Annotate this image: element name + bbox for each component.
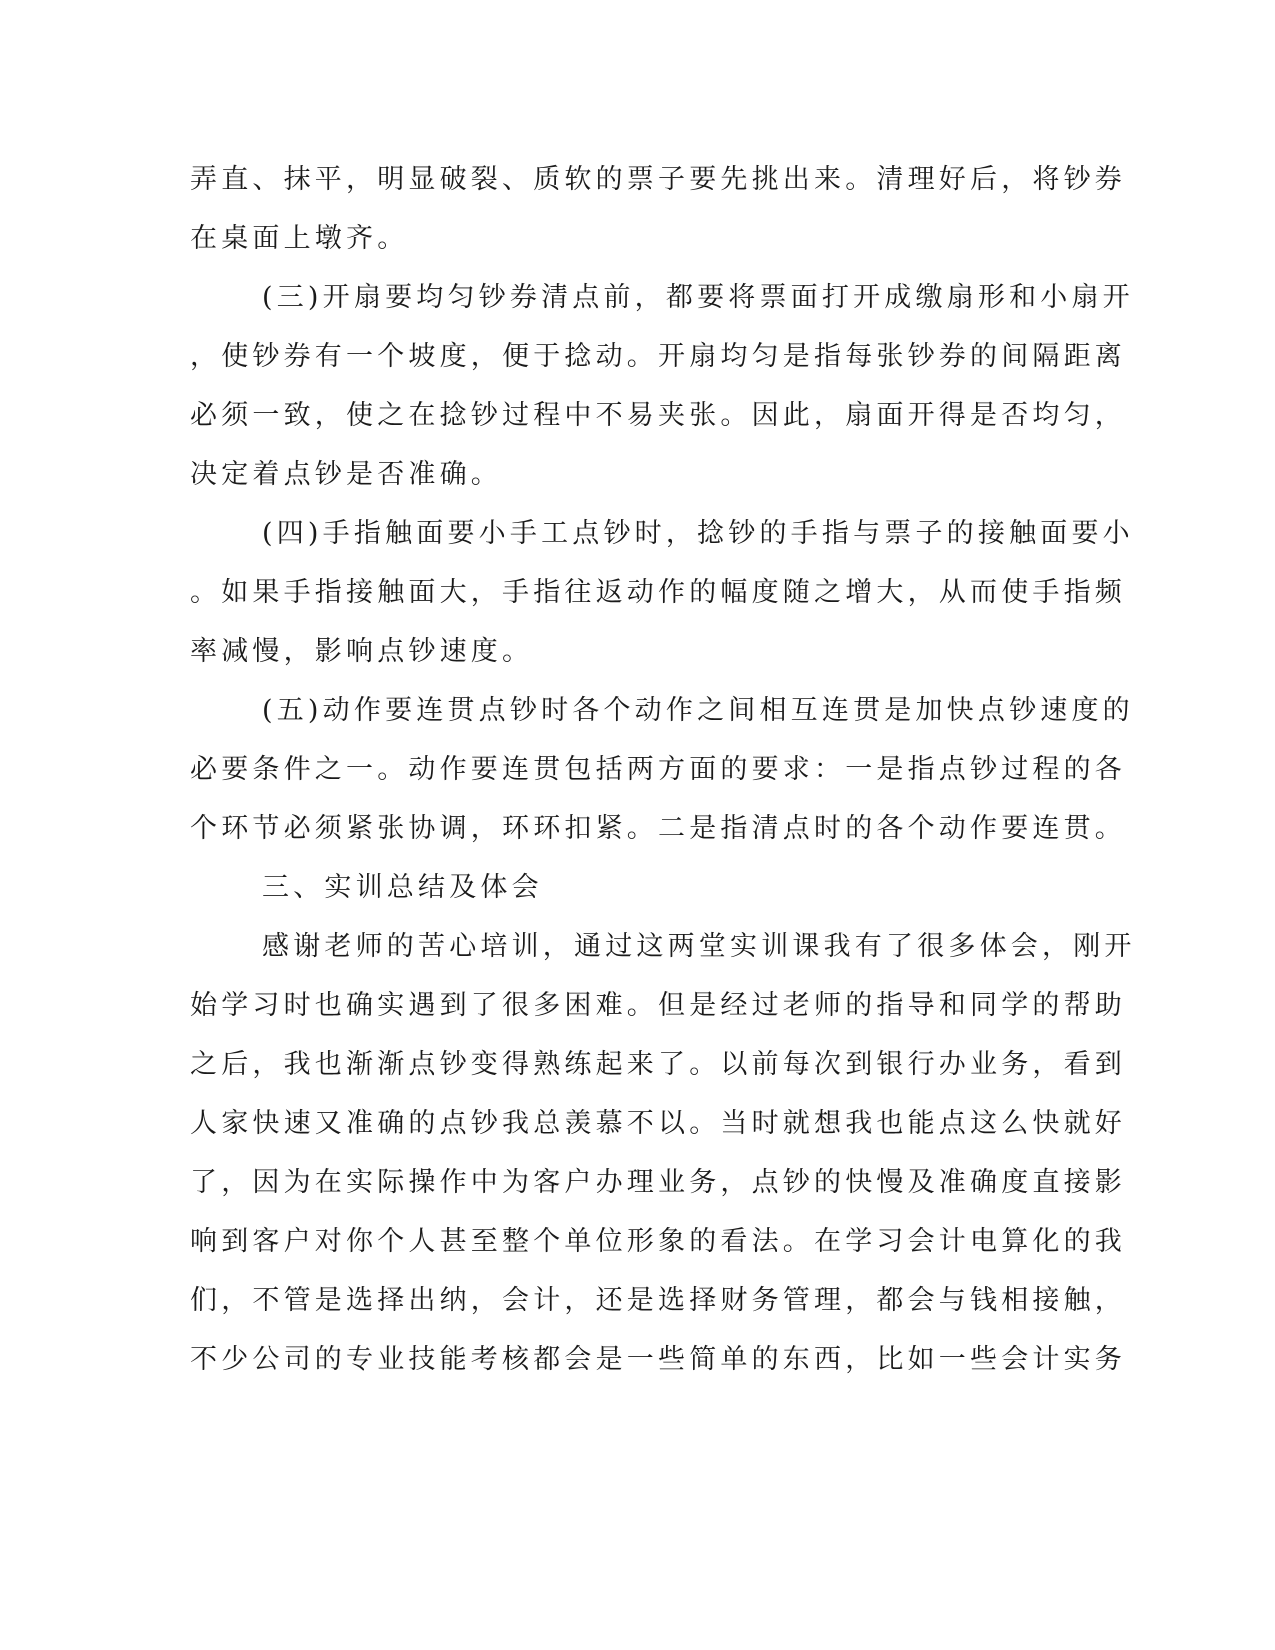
text-line: 必须一致，使之在捻钞过程中不易夹张。因此，扇面开得是否均匀， xyxy=(190,400,1126,431)
text-line: 之后，我也渐渐点钞变得熟练起来了。以前每次到银行办业务，看到 xyxy=(190,1049,1126,1080)
section-heading: 三、实训总结及体会 xyxy=(262,872,543,903)
text-line: 感谢老师的苦心培训，通过这两堂实训课我有了很多体会，刚开 xyxy=(262,931,1136,962)
text-line: 率减慢，影响点钞速度。 xyxy=(190,636,534,667)
text-line: 不少公司的专业技能考核都会是一些简单的东西，比如一些会计实务 xyxy=(190,1344,1126,1375)
text-line: 响到客户对你个人甚至整个单位形象的看法。在学习会计电算化的我 xyxy=(190,1226,1126,1257)
section-heading-line: (三)开扇要均匀钞券清点前，都要将票面打开成缴扇形和小扇开 xyxy=(262,282,1134,313)
section-heading-line: (五)动作要连贯点钞时各个动作之间相互连贯是加快点钞速度的 xyxy=(262,695,1134,726)
text-line: 。如果手指接触面大，手指往返动作的幅度随之增大，从而使手指频 xyxy=(190,577,1126,608)
text-line: 在桌面上墩齐。 xyxy=(190,223,409,254)
text-line: 弄直、抹平，明显破裂、质软的票子要先挑出来。清理好后，将钞券 xyxy=(190,164,1126,195)
text-line: 们，不管是选择出纳，会计，还是选择财务管理，都会与钱相接触， xyxy=(190,1285,1126,1316)
text-line: 人家快速又准确的点钞我总羡慕不以。当时就想我也能点这么快就好 xyxy=(190,1108,1126,1139)
text-line: 必要条件之一。动作要连贯包括两方面的要求：一是指点钞过程的各 xyxy=(190,754,1126,785)
text-line: 始学习时也确实遇到了很多困难。但是经过老师的指导和同学的帮助 xyxy=(190,990,1126,1021)
text-line: 决定着点钞是否准确。 xyxy=(190,459,502,490)
section-heading-line: (四)手指触面要小手工点钞时，捻钞的手指与票子的接触面要小 xyxy=(262,518,1134,549)
text-line: ，使钞券有一个坡度，便于捻动。开扇均匀是指每张钞券的间隔距离 xyxy=(190,341,1126,372)
text-line: 个环节必须紧张协调，环环扣紧。二是指清点时的各个动作要连贯。 xyxy=(190,813,1126,844)
text-line: 了，因为在实际操作中为客户办理业务，点钞的快慢及准确度直接影 xyxy=(190,1167,1126,1198)
